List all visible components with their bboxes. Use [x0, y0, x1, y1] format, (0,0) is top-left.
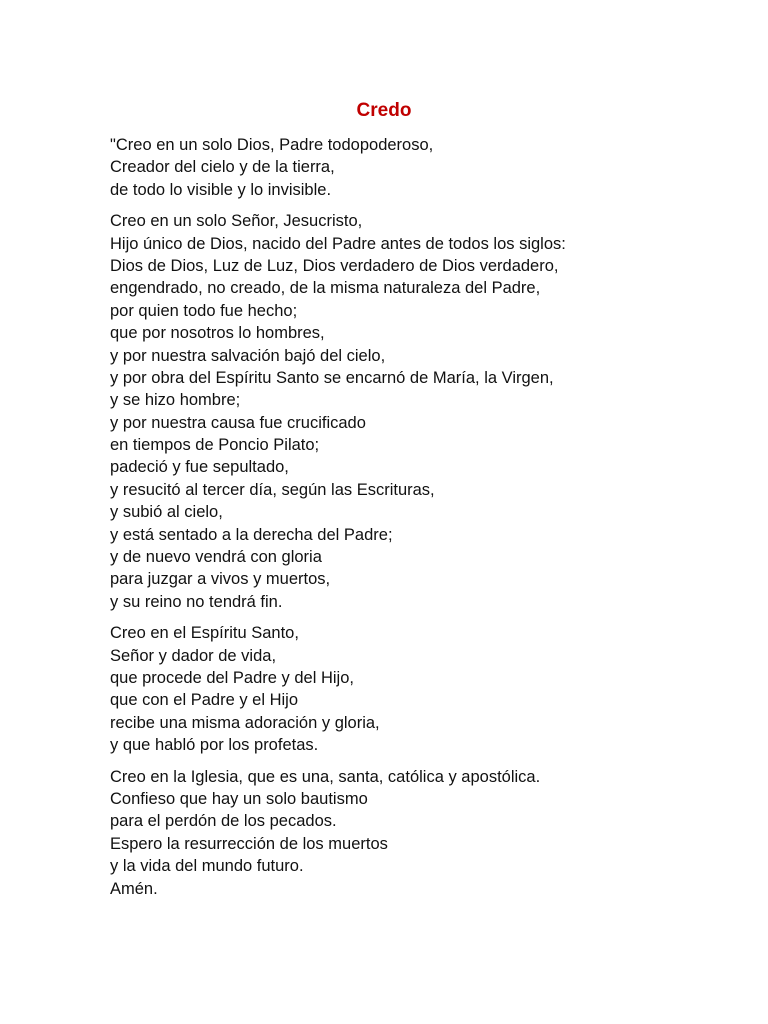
- text-line: por quien todo fue hecho;: [110, 301, 298, 320]
- text-line: Hijo único de Dios, nacido del Padre antes de todos los siglos:: [110, 234, 566, 253]
- text-line: que procede del Padre y del Hijo,: [110, 668, 354, 687]
- stanza-4: [110, 766, 730, 900]
- text-line: padeció y fue sepultado,: [110, 458, 289, 477]
- text-line: y está sentado a la derecha del Padre;: [110, 525, 393, 544]
- text-line: de todo lo visible y lo invisible.: [110, 180, 332, 199]
- text-line: y que habló por los profetas.: [110, 736, 319, 755]
- stanza-3: [110, 622, 730, 756]
- text-line: y subió al cielo,: [110, 503, 223, 522]
- text-line: y por obra del Espíritu Santo se encarnó de María, la Virgen,: [110, 368, 554, 387]
- text-line: recibe una misma adoración y gloria,: [110, 713, 380, 732]
- text-line: que con el Padre y el Hijo: [110, 691, 299, 710]
- text-line: Espero la resurrección de los muertos: [110, 834, 388, 853]
- text-line: que por nosotros lo hombres,: [110, 324, 325, 343]
- page-title: Credo: [356, 100, 412, 121]
- text-line: y por nuestra salvación bajó del cielo,: [110, 346, 386, 365]
- text-line: para juzgar a vivos y muertos,: [110, 570, 331, 589]
- text-line: y por nuestra causa fue crucificado: [110, 413, 366, 432]
- text-line: y la vida del mundo futuro.: [110, 857, 304, 876]
- document-body: [110, 134, 730, 900]
- text-line: engendrado, no creado, de la misma naturaleza del Padre,: [110, 279, 541, 298]
- text-line: y se hizo hombre;: [110, 391, 241, 410]
- text-line: Creo en el Espíritu Santo,: [110, 624, 299, 643]
- text-line: "Creo en un solo Dios, Padre todopoderoso,: [110, 136, 434, 154]
- text-line: y de nuevo vendrá con gloria: [110, 548, 322, 567]
- text-line: Señor y dador de vida,: [110, 646, 277, 665]
- stanza-1: [110, 134, 730, 201]
- text-line: y resucitó al tercer día, según las Escrituras,: [110, 480, 435, 499]
- text-line: Dios de Dios, Luz de Luz, Dios verdadero de Dios verdadero,: [110, 256, 559, 275]
- text-line: Creo en la Iglesia, que es una, santa, católica y apostólica.: [110, 767, 541, 786]
- text-line: para el perdón de los pecados.: [110, 812, 337, 831]
- text-line: Confieso que hay un solo bautismo: [110, 789, 368, 808]
- text-line: Creador del cielo y de la tierra,: [110, 158, 335, 177]
- text-line: en tiempos de Poncio Pilato;: [110, 436, 320, 455]
- stanza-2: [110, 210, 730, 613]
- text-line: y su reino no tendrá fin.: [110, 592, 283, 611]
- text-line: Amén.: [110, 879, 158, 898]
- text-line: Creo en un solo Señor, Jesucristo,: [110, 212, 363, 231]
